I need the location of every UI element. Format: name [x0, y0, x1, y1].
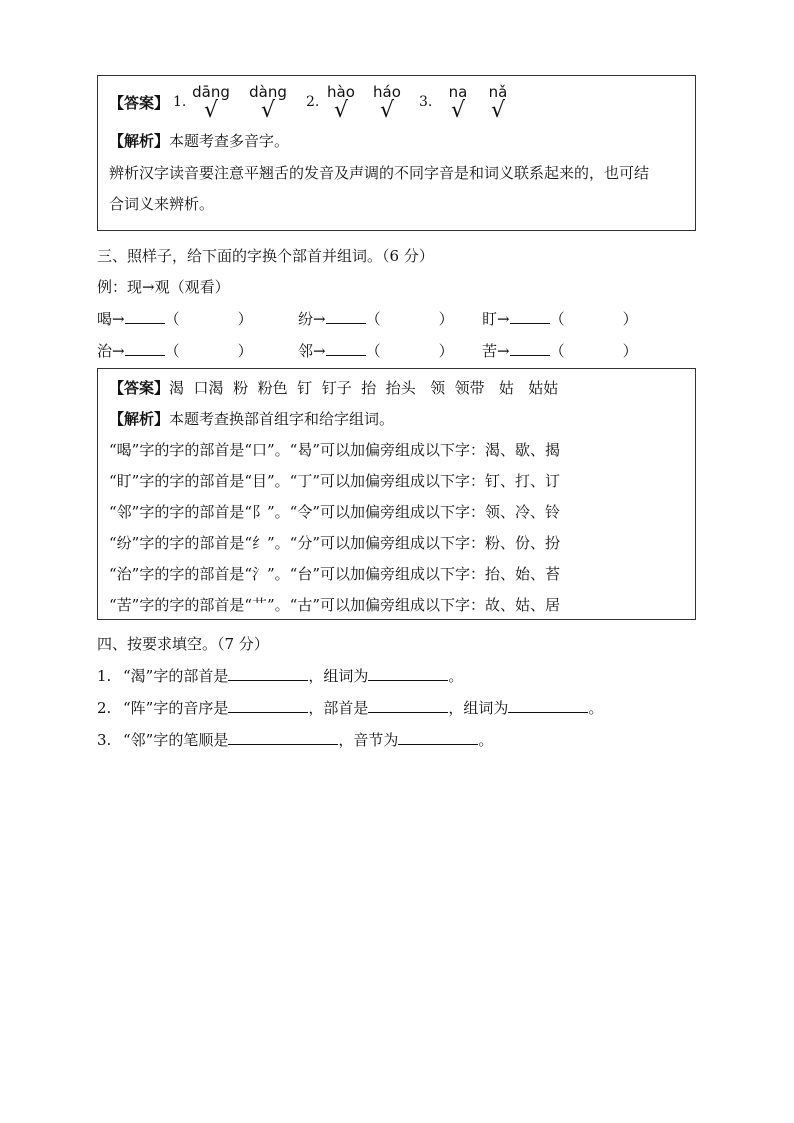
pinyin-option: nǎ	[488, 83, 508, 101]
fill-item: 苦→ （ ）	[482, 342, 638, 360]
answer-text: 渴 口渴 粉 粉色 钉 钉子 抬 抬头 领 领带 姑 姑姑	[169, 379, 559, 397]
analysis-text: 本题考查多音字。	[169, 132, 290, 150]
answer-blank[interactable]	[228, 698, 308, 713]
explanation-line: “纷”字的字的部首是“纟”。“分”可以加偏旁组成以下字：粉、份、扮	[109, 534, 561, 552]
answer-label: 【答案】	[109, 379, 170, 397]
answer-label: 【答案】	[109, 94, 170, 112]
answer-blank[interactable]	[326, 341, 366, 356]
pinyin-option: hào	[327, 83, 355, 101]
analysis-line	[109, 408, 394, 429]
answer-blank[interactable]	[326, 309, 366, 324]
fill-line: 2. “阵”字的音序是 ，部首是 ，组词为 。	[97, 699, 604, 717]
fill-item: 纷→ （ ）	[298, 310, 454, 328]
item-number: 3.	[419, 94, 433, 110]
question-3-title: 三、照样子，给下面的字换个部首并组词。（6 分）	[97, 247, 434, 265]
analysis-line	[109, 130, 289, 151]
answer-blank[interactable]	[125, 341, 165, 356]
fill-item: 盯→ （ ）	[482, 310, 638, 328]
answer-line	[109, 92, 169, 113]
answer-blank[interactable]	[508, 698, 588, 713]
answer-blank[interactable]	[368, 666, 448, 681]
pinyin-option: háo	[373, 83, 401, 101]
check-mark: √	[379, 98, 395, 123]
answer-blank[interactable]	[228, 666, 308, 681]
pinyin-option: na	[448, 83, 468, 101]
analysis-label: 【解析】	[109, 132, 170, 150]
analysis-text: 本题考查换部首组字和给字组词。	[169, 410, 395, 428]
explanation-line: “盯”字的字的部首是“目”。“丁”可以加偏旁组成以下字：钉、打、订	[109, 472, 561, 490]
explanation-line: 辨析汉字读音要注意平翘舌的发音及声调的不同字音是和词义联系起来的，也可结	[109, 164, 650, 182]
fill-item: 喝→ （ ）	[97, 310, 253, 328]
check-mark: √	[203, 98, 219, 123]
pinyin-option: dāng	[192, 83, 230, 101]
answer-line	[109, 377, 558, 398]
item-number: 1.	[173, 94, 187, 110]
answer-blank[interactable]	[228, 730, 338, 745]
explanation-line: 合词义来辨析。	[109, 195, 215, 213]
explanation-line: “治”字的字的部首是“氵”。“台”可以加偏旁组成以下字：抬、始、苔	[109, 565, 561, 583]
fill-line: 3. “邻”字的笔顺是 ，音节为 。	[97, 731, 494, 749]
answer-blank[interactable]	[510, 341, 550, 356]
answer-box-q2	[97, 75, 696, 231]
fill-line: 1. “渴”字的部首是 ，组词为 。	[97, 667, 464, 685]
analysis-label: 【解析】	[109, 410, 170, 428]
question-4-title: 四、按要求填空。（7 分）	[97, 635, 269, 653]
pinyin-option: dàng	[249, 83, 287, 101]
fill-item: 治→ （ ）	[97, 342, 253, 360]
answer-blank[interactable]	[368, 698, 448, 713]
item-number: 2.	[306, 94, 320, 110]
answer-box-q3	[97, 368, 696, 620]
answer-blank[interactable]	[398, 730, 478, 745]
check-mark: √	[450, 98, 466, 123]
check-mark: √	[260, 98, 276, 123]
check-mark: √	[490, 98, 506, 123]
explanation-line: “喝”字的字的部首是“口”。“曷”可以加偏旁组成以下字：渴、歇、揭	[109, 441, 561, 459]
fill-item: 邻→ （ ）	[298, 342, 454, 360]
explanation-line: “苦”字的字的部首是“艹”。“古”可以加偏旁组成以下字：故、姑、居	[109, 596, 561, 614]
example-line: 例：现→观（观看）	[97, 278, 230, 296]
explanation-line: “邻”字的字的部首是“阝”。“令”可以加偏旁组成以下字：领、冷、铃	[109, 503, 561, 521]
answer-blank[interactable]	[125, 309, 165, 324]
check-mark: √	[333, 98, 349, 123]
answer-blank[interactable]	[510, 309, 550, 324]
